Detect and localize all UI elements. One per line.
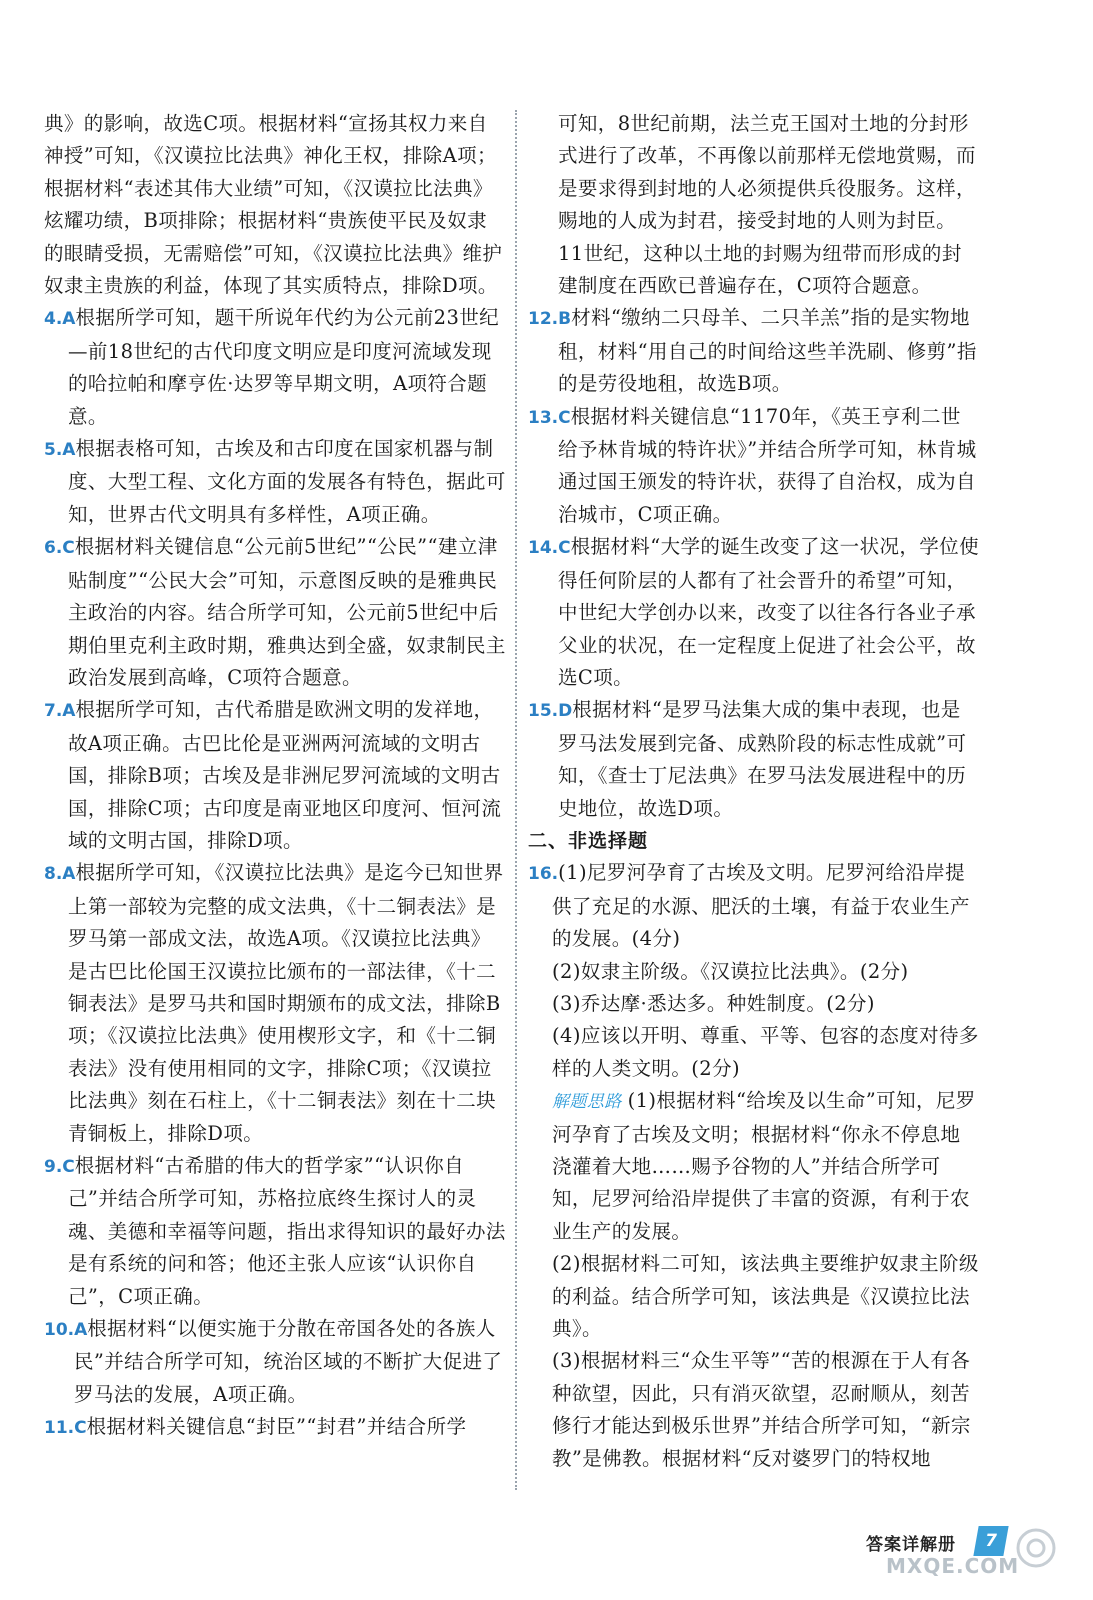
answer-item-15 bbox=[528, 694, 980, 825]
left-column bbox=[44, 108, 506, 1445]
answer-item-8 bbox=[44, 857, 506, 1150]
answer-16-part-4: (4)应该以开明、尊重、平等、包容的态度对待多样的人类文明。(2分) bbox=[552, 1024, 979, 1080]
page-number: 7 bbox=[973, 1526, 1008, 1556]
paragraph-continued bbox=[44, 108, 506, 302]
answer-number: 6.C bbox=[44, 538, 75, 559]
answer-16-part-3: (3)乔达摩·悉达多。种姓制度。(2分) bbox=[552, 991, 875, 1015]
answer-text: 根据材料“大学的诞生改变了这一状况，学位使得任何阶层的人都有了社会晋升的希望”可知，中世纪大学创办以来，改变了以往各行各业子承父业的状况，在一定程度上促进了社会公平，故选C项。 bbox=[558, 535, 979, 689]
answer-item-7 bbox=[44, 694, 506, 857]
answer-number: 14.C bbox=[528, 538, 571, 559]
answer-text: 材料“缴纳二只母羊、二只羊羔”指的是实物地租，材料“用自己的时间给这些羊洗刷、修剪”指的是劳役地租，故选B项。 bbox=[558, 306, 977, 396]
answer-16-part-2: (2)奴隶主阶级。《汉谟拉比法典》。(2分) bbox=[552, 959, 909, 983]
answer-number: 13.C bbox=[528, 407, 571, 428]
answer-number: 10.A bbox=[44, 1320, 88, 1341]
watermark-text: MXQE.COM bbox=[886, 1554, 1020, 1578]
footer-label: 答案详解册 bbox=[866, 1535, 956, 1555]
answer-number: 7.A bbox=[44, 701, 76, 722]
thinking-label: 解题思路 bbox=[552, 1092, 622, 1113]
answer-number: 12.B bbox=[528, 309, 572, 330]
answer-number: 9.C bbox=[44, 1157, 75, 1177]
continued-text: 可知，8世纪前期，法兰克王国对土地的分封形式进行了改革，不再像以前那样无偿地赏赐，而是要求得到封地的人必须提供兵役服务。这样，赐地的人成为封君，接受封地的人则为封臣。11世纪，这种以土地的封赐为纽带而形成的封建制度在西欧已普遍存在，C项符合题意。 bbox=[558, 112, 976, 298]
answer-text: 根据材料“以便实施于分散在帝国各处的各族人民”并结合所学可知，统治区域的不断扩大促进了罗马法的发展，A项正确。 bbox=[74, 1317, 503, 1406]
thinking-part-2: (2)根据材料二可知，该法典主要维护奴隶主阶级的利益。结合所学可知，该法典是《汉谟拉比法典》。 bbox=[552, 1252, 979, 1341]
thinking-part-1 bbox=[528, 1085, 980, 1248]
page-footer bbox=[826, 1526, 1066, 1576]
thinking-part-3: (3)根据材料三“众生平等”“苦的根源在于人有各种欲望，因此，只有消灭欲望，忍耐顺从，刻苦修行才能达到极乐世界”并结合所学可知，“新宗教”是佛教。根据材料“反对婆罗门的特权地 bbox=[552, 1349, 971, 1470]
answer-item-12 bbox=[528, 302, 980, 400]
answer-item-11 bbox=[44, 1411, 506, 1444]
thinking-text: (1)根据材料“给埃及以生命”可知，尼罗河孕育了古埃及文明；根据材料“你永不停息地浇灌着大地……赐予谷物的人”并结合所学可知，尼罗河给沿岸提供了丰富的资源，有利于农业生产的发展。 bbox=[552, 1089, 976, 1243]
answer-number: 15.D bbox=[528, 701, 573, 722]
answer-text: 根据表格可知，古埃及和古印度在国家机器与制度、大型工程、文化方面的发展各有特色，据此可知，世界古代文明具有多样性，A项正确。 bbox=[68, 437, 506, 526]
answer-text: 根据材料“是罗马法集大成的集中表现，也是罗马法发展到完备、成熟阶段的标志性成就”可知，《查士丁尼法典》在罗马法发展进程中的历史地位，故选D项。 bbox=[558, 698, 967, 820]
answer-number: 11.C bbox=[44, 1418, 87, 1439]
section-title: 二、非选择题 bbox=[528, 829, 649, 852]
answer-item-14 bbox=[528, 531, 980, 694]
answer-item-10 bbox=[44, 1313, 506, 1411]
answer-text: 根据所学可知，古代希腊是欧洲文明的发祥地，故A项正确。古巴比伦是亚洲两河流域的文明古国，排除B项；古埃及是非洲尼罗河流域的文明古国，排除C项；古印度是南亚地区印度河、恒河流域的文明古国，排除D项。 bbox=[68, 698, 502, 852]
answer-number: 16. bbox=[528, 864, 559, 885]
answer-text: 根据材料关键信息“封臣”“封君”并结合所学 bbox=[86, 1415, 467, 1439]
answer-number: 8.A bbox=[44, 864, 76, 885]
answer-text: 根据材料关键信息“公元前5世纪”“公民”“建立津贴制度”“公民大会”可知，示意图反映的是雅典民主政治的内容。结合所学可知，公元前5世纪中后期伯里克利主政时期，雅典达到全盛，奴隶制民主政治发展到高峰，C项符合题意。 bbox=[68, 535, 506, 689]
answer-text: 根据材料“古希腊的伟大的哲学家”“认识你自己”并结合所学可知，苏格拉底终生探讨人的灵魂、美德和幸福等问题，指出求得知识的最好办法是有系统的问和答；他还主张人应该“认识你自己”，C项正确。 bbox=[68, 1154, 506, 1308]
answer-item-6 bbox=[44, 531, 506, 694]
answer-item-16 bbox=[528, 857, 980, 955]
answer-item-13 bbox=[528, 401, 980, 532]
column-divider bbox=[515, 110, 517, 1490]
answer-item-9 bbox=[44, 1150, 506, 1313]
answer-text: 根据材料关键信息“1170年，《英王亨利二世给予林肯城的特许状》”并结合所学可知，林肯城通过国王颁发的特许状，获得了自治权，成为自治城市，C项正确。 bbox=[558, 404, 977, 526]
answer-item-5 bbox=[44, 433, 506, 531]
right-column bbox=[528, 108, 980, 1475]
answer-text: 根据所学可知，题干所说年代约为公元前23世纪—前18世纪的古代印度文明应是印度河流域发现的哈拉帕和摩亨佐·达罗等早期文明，A项符合题意。 bbox=[68, 306, 500, 428]
answer-item-4 bbox=[44, 302, 506, 433]
paragraph-continued bbox=[528, 108, 980, 302]
answer-number: 4.A bbox=[44, 309, 76, 330]
answer-number: 5.A bbox=[44, 440, 76, 461]
continued-text: 典》的影响，故选C项。根据材料“宣扬其权力来自神授”可知，《汉谟拉比法典》神化王权，排除A项；根据材料“表述其伟大业绩”可知，《汉谟拉比法典》炫耀功绩，B项排除；根据材料“贵族使平民及奴隶的眼睛受损，无需赔偿”可知，《汉谟拉比法典》维护奴隶主贵族的利益，体现了其实质特点，排除D项。 bbox=[44, 112, 503, 298]
answer-text: (1)尼罗河孕育了古埃及文明。尼罗河给沿岸提供了充足的水源、肥沃的土壤，有益于农业生产的发展。(4分) bbox=[552, 861, 970, 951]
answer-text: 根据所学可知，《汉谟拉比法典》是迄今已知世界上第一部较为完整的成文法典，《十二铜表法》是罗马第一部成文法，故选A项。《汉谟拉比法典》是古巴比伦国王汉谟拉比颁布的一部法律，《十二铜表法》是罗马共和国时期颁布的成文法，排除B项；《汉谟拉比法典》使用楔形文字，和《十二铜表法》没有使用相同的文字，排除C项；《汉谟拉比法典》刻在石柱上，《十二铜表法》刻在十二块青铜板上，排除D项。 bbox=[68, 861, 504, 1145]
